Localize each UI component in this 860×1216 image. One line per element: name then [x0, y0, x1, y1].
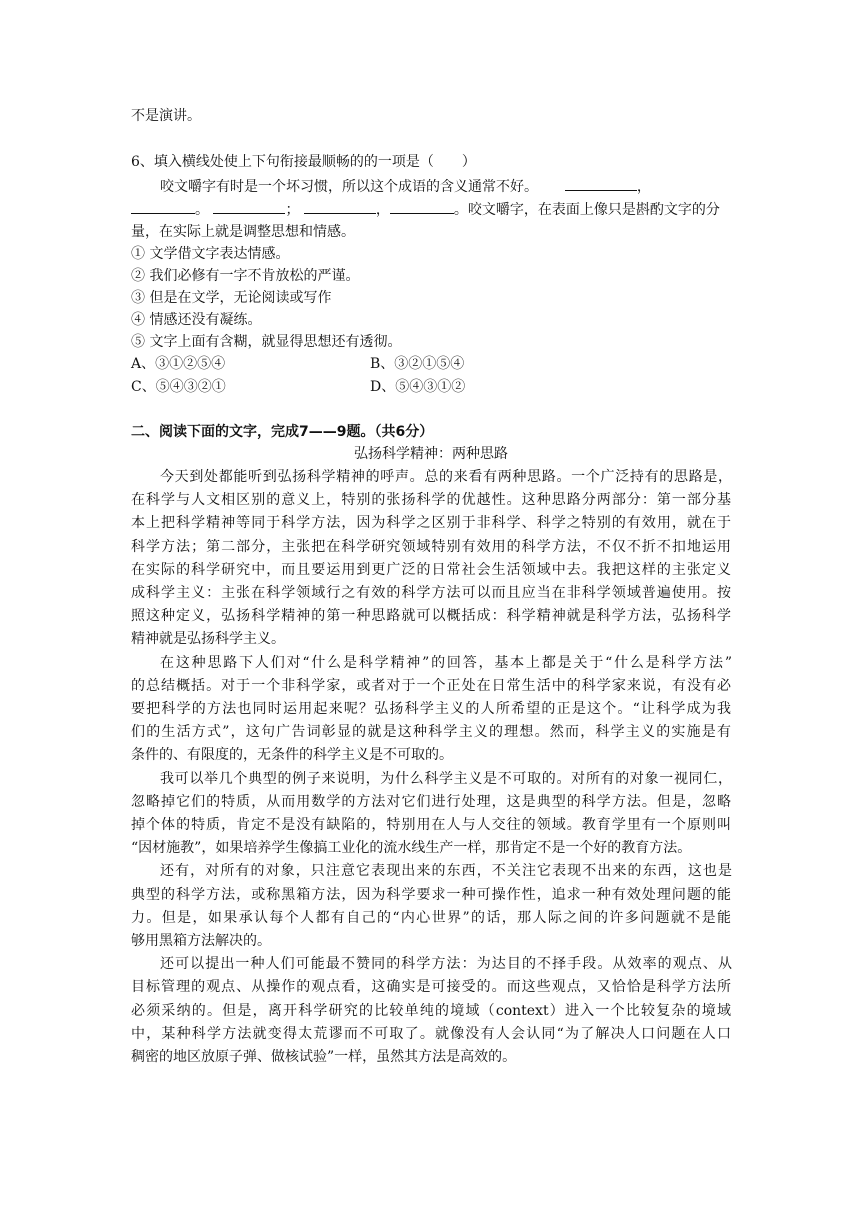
article-p4-line-3: 力。但是，如果承认每个人都有自己的“内心世界”的话，那人际之间的许多问题就不是能	[131, 910, 731, 926]
blank-4	[304, 199, 376, 214]
article-p5-line-5: 稠密的地区放原子弹、做核试验”一样，虽然其方法是高效的。	[131, 1049, 517, 1065]
option-c[interactable]: C、⑤④③②①	[131, 379, 226, 395]
article-p3-line-3: 掉个体的特质，肯定不是没有缺陷的，特别用在人与人交往的领域。教育学里有一个原则叫	[131, 817, 731, 833]
q6-mid-1: 。	[195, 202, 209, 218]
q6-options-row-1	[131, 354, 731, 374]
option-d[interactable]: D、⑤④③①②	[370, 379, 466, 395]
comma-after-blank-1: ，	[636, 179, 651, 195]
q6-passage-line-1	[160, 176, 732, 197]
article-p2-line-1: 在这种思路下人们对“什么是科学精神”的回答，基本上都是关于“什么是科学方法”	[160, 655, 732, 671]
q6-mid-3: ，	[375, 202, 390, 218]
blank-5	[390, 199, 454, 214]
article-p2-line-3: 要把科学的方法也同时运用起来呢？弘扬科学主义的人所希望的正是这个。“让科学成为我	[131, 701, 731, 717]
article-p4-line-4: 够用黑箱方法解决的。	[131, 933, 271, 949]
article-p3-line-4: “因材施教”，如果培养学生像搞工业化的流水线生产一样，那肯定不是一个好的教育方法。	[131, 840, 692, 856]
article-p2-line-2: 的总结概括。对于一个非科学家，或者对于一个正处在日常生活中的科学家来说，有没有必	[131, 678, 731, 694]
article-p4-line-1: 还有，对所有的对象，只注意它表现出来的东西，不关注它表现不出来的东西，这也是	[160, 863, 732, 879]
article-p2-line-5: 条件的、有限度的，无条件的科学主义是不可取的。	[131, 747, 453, 763]
q6-item-5: ⑤ 文字上面有含糊，就显得思想还有透彻。	[131, 334, 402, 350]
article-p1-line-8: 精神就是弘扬科学主义。	[131, 631, 285, 647]
q6-item-2: ② 我们必修有一字不肯放松的严谨。	[131, 268, 360, 284]
article-title: 弘扬科学精神：两种思路	[354, 446, 508, 462]
article-p3-line-2: 忽略掉它们的特质，从而用数学的方法对它们进行处理，这是典型的科学方法。但是，忽略	[131, 794, 731, 810]
blank-2	[131, 199, 195, 214]
article-p1-line-5: 在实际的科学研究中，而且要运用到更广泛的日常社会生活领域中去。我把这样的主张定义	[131, 562, 731, 578]
article-p1-line-7: 照这种定义，弘扬科学精神的第一种思路就可以概括成：科学精神就是科学方法，弘扬科学	[131, 608, 731, 624]
article-p5-line-4: 中，某种科学方法就变得太荒谬而不可取了。就像没有人会认同“为了解决人口问题在人口	[131, 1026, 731, 1042]
q6-passage-line-3: 量，在实际上就是调整思想和情感。	[131, 224, 355, 240]
q6-passage-start: 咬文嚼字有时是一个坏习惯，所以这个成语的含义通常不好。	[160, 179, 538, 195]
article-p1-line-6: 成科学主义：主张在科学领域行之有效的科学方法可以而且应当在非科学领域普遍使用。按	[131, 585, 731, 601]
q6-options-row-2	[131, 377, 731, 397]
article-p1-line-2: 在科学与人文相区别的意义上，特别的张扬科学的优越性。这种思路分两部分：第一部分基	[131, 492, 731, 508]
article-p4-line-2: 典型的科学方法，或称黑箱方法，因为科学要求一种可操作性，追求一种有效处理问题的能	[131, 887, 731, 903]
q6-passage-line-2	[131, 199, 731, 220]
section-2-heading: 二、阅读下面的文字，完成7——9题。（共6分）	[131, 424, 434, 440]
q6-item-4: ④ 情感还没有凝练。	[131, 312, 262, 328]
option-a[interactable]: A、③①②⑤④	[131, 356, 226, 372]
q6-item-3: ③ 但是在文学，无论阅读或写作	[131, 290, 332, 306]
article-p1-line-4: 科学方法；第二部分，主张把在科学研究领域特别有效用的科学方法，不仅不折不扣地运用	[131, 539, 731, 555]
article-p5-line-3: 必须采纳的。但是，离开科学研究的比较单纯的境域（context）进入一个比较复杂的境域	[131, 1003, 731, 1019]
article-p3-line-1: 我可以举几个典型的例子来说明，为什么科学主义是不可取的。对所有的对象一视同仁，	[160, 771, 732, 787]
article-p2-line-4: 们的生活方式”，这句广告词彰显的就是这种科学主义的理想。然而，科学主义的实施是有	[131, 724, 731, 740]
blank-3	[213, 199, 285, 214]
article-p5-line-2: 目标管理的观点、从操作的观点看，这确实是可接受的。而这些观点，又恰恰是科学方法所	[131, 979, 731, 995]
article-p1-line-3: 本上把科学精神等同于科学方法，因为科学之区别于非科学、科学之特别的有效用，就在于	[131, 515, 731, 531]
q6-item-1: ① 文学借文字表达情感。	[131, 246, 290, 262]
option-b[interactable]: B、③②①⑤④	[370, 356, 465, 372]
article-p5-line-1: 还可以提出一种人们可能最不赞同的科学方法：为达目的不择手段。从效率的观点、从	[160, 956, 732, 972]
article-p1-line-1: 今天到处都能听到弘扬科学精神的呼声。总的来看有两种思路。一个广泛持有的思路是，	[160, 469, 732, 485]
question-6-stem: 6、填入横线处使上下句衔接最顺畅的的一项是（ ）	[131, 154, 476, 170]
q6-mid-4: 。咬文嚼字，在表面上像只是斟酌文字的分	[453, 202, 720, 218]
q6-mid-2: ；	[285, 202, 300, 218]
blank-1	[565, 176, 637, 191]
intro-tail-text: 不是演讲。	[131, 108, 201, 124]
